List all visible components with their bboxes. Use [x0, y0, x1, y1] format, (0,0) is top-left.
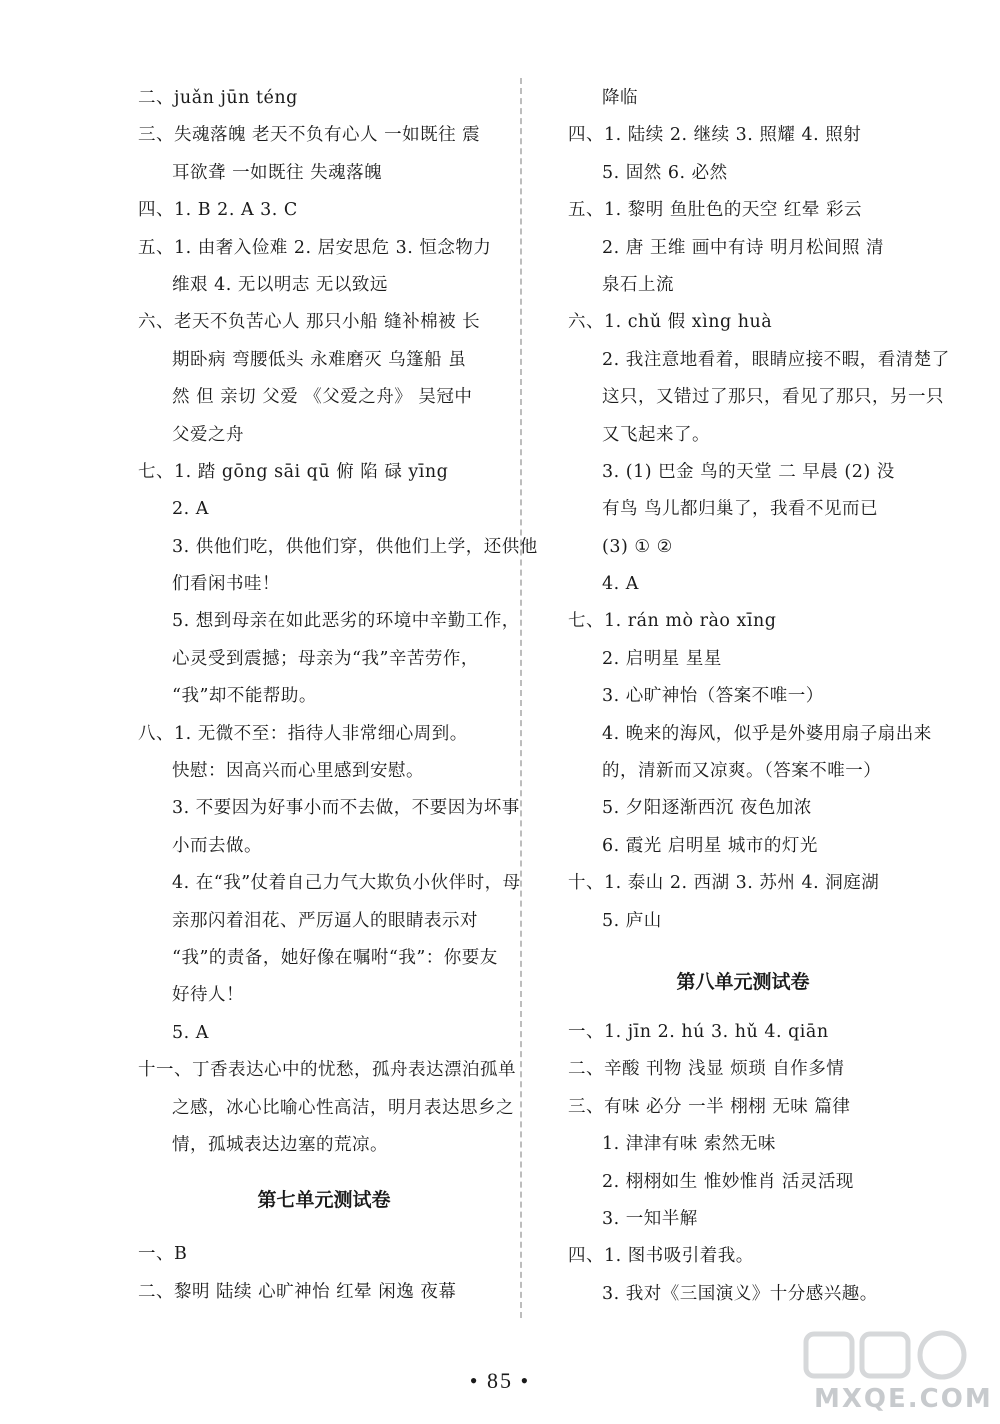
- answer-line: 父爱之舟: [172, 424, 244, 445]
- answer-line: 2. 我注意地看着，眼睛应接不暇，看清楚了: [602, 349, 950, 370]
- answer-line: 小而去做。: [172, 835, 262, 856]
- answer-line: 这只，又错过了那只，看见了那只，另一只: [602, 387, 944, 408]
- answer-line: 5. 庐山: [602, 910, 662, 931]
- answer-line: 泉石上流: [602, 274, 674, 295]
- unit-7-test-heading: 第七单元测试卷: [257, 1189, 391, 1212]
- answer-line: 2. A: [172, 499, 209, 520]
- answer-line: 3. 心旷神怡（答案不唯一）: [602, 686, 824, 707]
- answer-line: 三、有味 必分 一半 栩栩 无味 篇律: [568, 1096, 851, 1117]
- answer-line: “我”的责备，她好像在嘱咐“我”：你要友: [172, 947, 498, 968]
- column-divider: [520, 78, 522, 1318]
- answer-line: 5. A: [172, 1022, 209, 1043]
- left-column: [138, 80, 538, 1311]
- answer-line: 四、1. 陆续 2. 继续 3. 照耀 4. 照射: [568, 125, 862, 146]
- answer-line: 一、B: [138, 1244, 188, 1265]
- answer-line: 七、1. rán mò rào xīng: [568, 611, 777, 632]
- answer-line: 5. 夕阳逐渐西沉 夜色加浓: [602, 798, 812, 819]
- answer-line: 3. 不要因为好事小而不去做，不要因为坏事: [172, 798, 520, 819]
- answer-line: 有鸟 鸟儿都归巢了，我看不见而已: [602, 499, 879, 520]
- answer-line: 六、老天不负苦心人 那只小船 缝补棉被 长: [138, 312, 481, 333]
- watermark-logo: [786, 1326, 993, 1416]
- answer-line: 好待人！: [172, 985, 244, 1006]
- answer-line: 又飞起来了。: [602, 424, 710, 445]
- answer-line: 5. 想到母亲在如此恶劣的环境中辛勤工作，: [172, 611, 520, 632]
- right-column: [568, 80, 950, 1313]
- answer-line: 六、1. chǔ 假 xìng huà: [568, 312, 773, 333]
- answer-line: 情，孤城表达边塞的荒凉。: [172, 1134, 388, 1155]
- answer-line: 七、1. 踏 gōng sāi qū 俯 陷 碌 yīng: [138, 461, 449, 482]
- answer-line: 四、1. B 2. A 3. C: [138, 200, 298, 221]
- answer-line: (3) ① ②: [602, 536, 673, 557]
- answer-line: 八、1. 无微不至：指待人非常细心周到。: [138, 723, 468, 744]
- answer-line: 3. (1) 巴金 鸟的天堂 二 早晨 (2) 没: [602, 461, 895, 482]
- answer-line: 之感，冰心比喻心性高洁，明月表达思乡之: [172, 1097, 514, 1118]
- answer-line: 1. 津津有味 索然无味: [602, 1134, 776, 1155]
- answer-line: 6. 霞光 启明星 城市的灯光: [602, 835, 818, 856]
- answer-line: 降临: [602, 88, 638, 108]
- answer-line: 2. 栩栩如生 惟妙惟肖 活灵活现: [602, 1171, 854, 1192]
- answer-line: 二、黎明 陆续 心旷神怡 红晕 闲逸 夜幕: [138, 1281, 457, 1302]
- answer-line: 3. 一知半解: [602, 1208, 698, 1229]
- answer-line: 十一、丁香表达心中的忧愁，孤舟表达漂泊孤单: [138, 1060, 516, 1081]
- answer-line: 二、辛酸 刊物 浅显 烦琐 自作多情: [568, 1059, 845, 1080]
- answer-line: 耳欲聋 一如既往 失魂落魄: [172, 162, 383, 183]
- answer-line: 三、失魂落魄 老天不负有心人 一如既往 震: [138, 125, 481, 146]
- answer-line: 4. 在“我”仗着自己力气大欺负小伙伴时，母: [172, 873, 521, 894]
- answer-line: 维艰 4. 无以明志 无以致远: [172, 274, 388, 295]
- page-number: • 85 •: [469, 1368, 531, 1393]
- answer-line: 们看闲书哇！: [172, 574, 280, 595]
- answer-line: 4. 晚来的海风，似乎是外婆用扇子扇出来: [602, 723, 932, 744]
- answer-line: 2. 唐 王维 画中有诗 明月松间照 清: [602, 237, 885, 258]
- unit-8-test-heading: 第八单元测试卷: [676, 970, 810, 993]
- answer-line: 亲那闪着泪花、严厉逼人的眼睛表示对: [172, 910, 478, 931]
- answer-line: 心灵受到震撼；母亲为“我”辛苦劳作，: [172, 648, 479, 669]
- answer-line: 4. A: [602, 574, 639, 595]
- answer-line: 五、1. 由奢入俭难 2. 居安思危 3. 恒念物力: [138, 237, 492, 258]
- answer-line: 二、juǎn jūn téng: [138, 88, 298, 108]
- answer-line: 四、1. 图书吸引着我。: [568, 1246, 754, 1267]
- answer-line: 五、1. 黎明 鱼肚色的天空 红晕 彩云: [568, 200, 862, 221]
- answer-line: 快慰：因高兴而心里感到安慰。: [172, 761, 424, 782]
- answer-line: 2. 启明星 星星: [602, 648, 722, 669]
- answer-line: 的，清新而又凉爽。（答案不唯一）: [602, 761, 882, 782]
- watermark-icon: [786, 1326, 986, 1386]
- answer-line: 期卧病 弯腰低头 永难磨灭 乌篷船 虽: [172, 349, 467, 370]
- answer-line: 5. 固然 6. 必然: [602, 162, 728, 183]
- answer-line: 一、1. jīn 2. hú 3. hǔ 4. qiān: [568, 1021, 829, 1042]
- watermark-text: MXQE.COM: [814, 1384, 993, 1414]
- answer-line: 十、1. 泰山 2. 西湖 3. 苏州 4. 洞庭湖: [568, 873, 880, 894]
- answer-line: 然 但 亲切 父爱 《父爱之舟》 吴冠中: [172, 387, 473, 408]
- answer-line: “我”却不能帮助。: [172, 686, 317, 707]
- answer-line: 3. 我对《三国演义》十分感兴趣。: [602, 1283, 878, 1304]
- answer-line: 3. 供他们吃，供他们穿，供他们上学，还供他: [172, 536, 538, 557]
